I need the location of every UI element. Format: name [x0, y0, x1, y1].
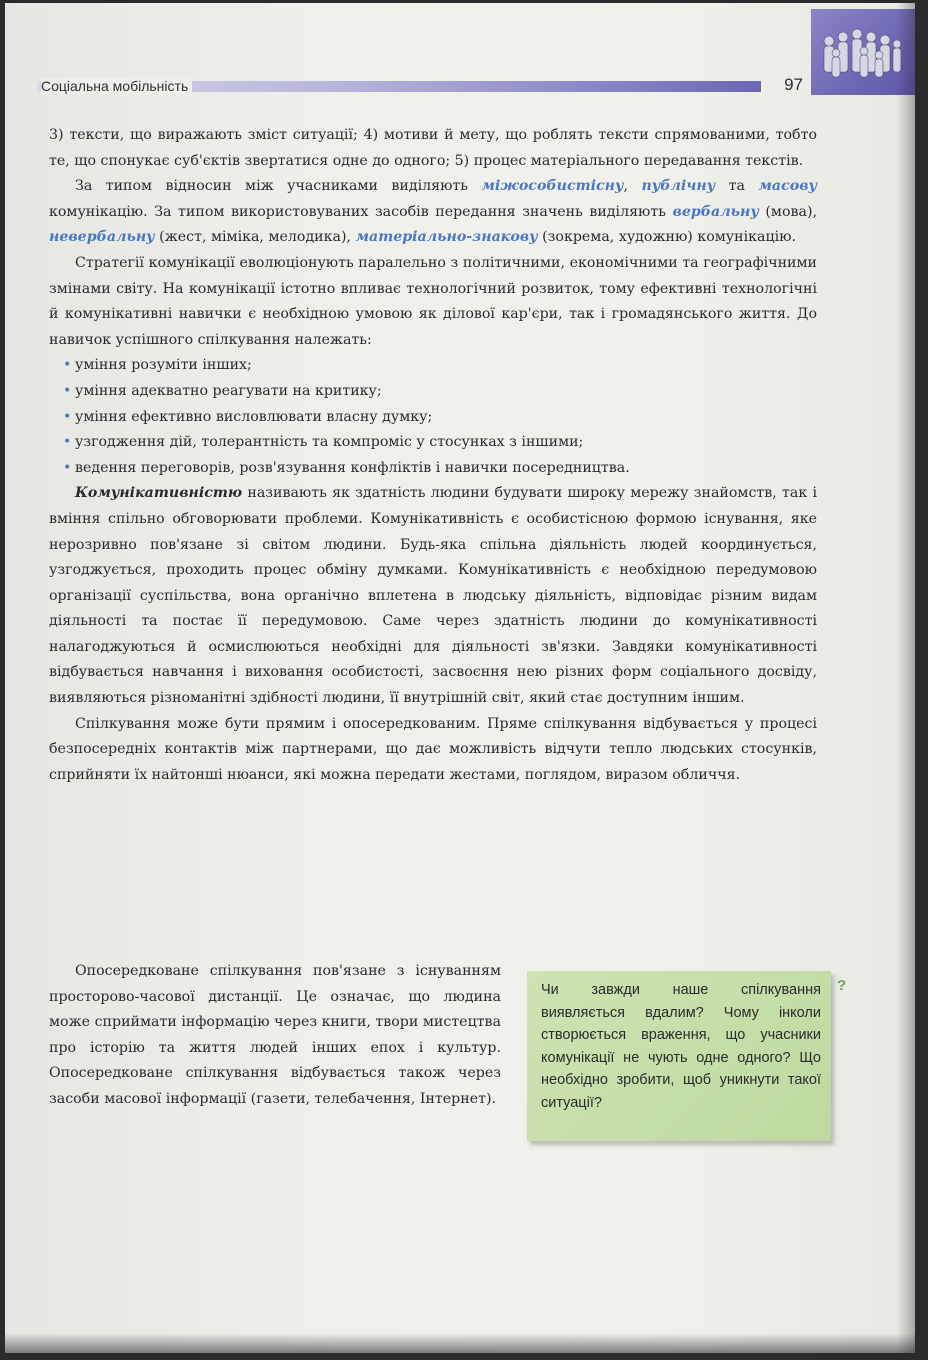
page-number: 97 [784, 75, 803, 94]
list-item: • уміння адекватно реагувати на критику; [63, 379, 817, 405]
term-communicativeness: Комунікативністю [75, 485, 243, 502]
p4-text: називають як здатність людини будувати широку мережу знайомств, так і вміння спільно обговорювати проблеми. Комунікативність є особистісною формою існування, яке нерозривно пов'язане зі світом людини. Будь-яка спільна діяльність людей координується, узгоджується, проходить процес обміну думками. Комунікативність є необхідною передумовою організації суспільства, вона органічно вплетена в людську діяльність, відповідає різним видам діяльності та постає її передумовою. Саме через здатність людини до комунікативності налагоджуються й осмислюються необхідні для діяльності зв'язки. Завдяки комунікативності відбувається навчання і виховання особистості, засвоєння нею різних форм соціального досвіду, виявляються різноманітні здібності людини, її внутрішній світ, який стає доступним іншим. [49, 485, 817, 707]
paragraph-5: Спілкування може бути прямим і опосередкованим. Пряме спілкування відбувається у процесі безпосередніх контактів між партнерами, що дає можливість відчути тепло людських стосунків, сприйняти їх найтонші нюанси, які можна передати жестами, поглядом, виразом обличчя. [49, 715, 817, 783]
p2-text-2: та [715, 178, 759, 195]
term-mass: масову [758, 178, 817, 195]
lower-left-text [49, 959, 501, 1113]
book-page [5, 3, 915, 1353]
people-group-icon [819, 25, 903, 83]
paragraph-6: Опосередковане спілкування пов'язане з існуванням просторово-часової дистанції. Це означає, що людина може сприймати інформацію через книги, твори мистецтва про історію та життя людей інших епох і культур. Опосередковане спілкування відбувається також через засоби масової інформації (газети, телебачення, Інтернет). [49, 963, 501, 1107]
header-title: Соціальна мобільність [41, 78, 192, 94]
question-mark-icon: ? [837, 977, 847, 994]
list-item: • узгодження дій, толерантність та компроміс у стосунках з іншими; [63, 430, 817, 456]
term-nonverbal: невербальну [49, 229, 155, 246]
p2-text-1: За типом відносин між учасниками виділяють [75, 178, 482, 195]
main-text [49, 123, 817, 788]
term-public: публічну [641, 178, 716, 195]
p2-text-6: (зокрема, художню) комунікацію. [537, 229, 796, 246]
question-box [527, 971, 831, 1141]
page-edge-shadow [897, 3, 915, 1353]
list-item: • ведення переговорів, розв'язування конфліктів і навички посередництва. [63, 456, 817, 482]
list-item: • уміння розуміти інших; [63, 353, 817, 379]
term-verbal: вербальну [672, 203, 759, 220]
term-material-sign: матеріально-знакову [355, 229, 538, 246]
paragraph-4 [49, 481, 817, 711]
running-header [37, 75, 809, 99]
paragraph-1: 3) тексти, що виражають зміст ситуації; 4) мотиви й мету, що роблять тексти спрямованими, тобто те, що спонукає суб'єктів звертатися одне до одного; 5) процес матеріального передавання текстів. [49, 127, 817, 169]
p2-text-5: (жест, міміка, мелодика), [154, 229, 356, 246]
paragraph-3: Стратегії комунікації еволюціонують паралельно з політичними, економічними та географічними змінами світу. На комунікації істотно впливає технологічний розвиток, тому ефективні технологічні й комунікативні навички є необхідною умовою як ділової кар'єри, так і громадянського життя. До навичок успішного спілкування належать: [49, 254, 817, 348]
paragraph-2 [49, 174, 817, 251]
p2-separator: , [623, 178, 642, 195]
skills-list [49, 353, 817, 481]
p2-text-4: (мова), [758, 203, 817, 220]
list-item: • уміння ефективно висловлювати власну думку; [63, 405, 817, 431]
term-interpersonal: міжособистісну [481, 178, 624, 195]
question-text: Чи завжди наше спілкування виявляється вдалим? Чому інколи створюється враження, що учасники комунікації не чують одне одного? Що необхідно зробити, щоб уникнути такої ситуації? [541, 982, 821, 1111]
page-bottom-shadow [5, 1333, 915, 1353]
p2-text-3: комунікацію. За типом використовуваних засобів передання значень виділяють [49, 203, 673, 220]
